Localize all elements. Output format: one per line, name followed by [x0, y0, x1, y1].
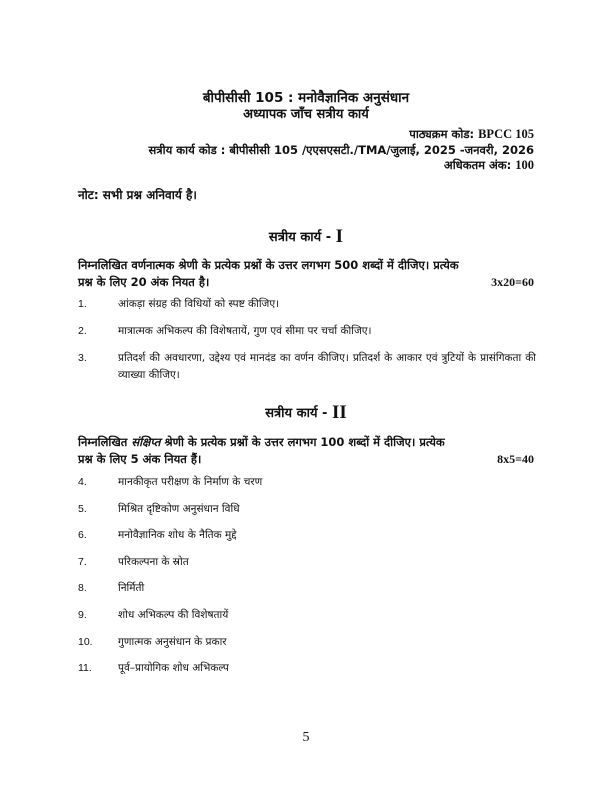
- section-1-roman: I: [335, 226, 344, 247]
- question-text: मिश्रित दृष्टिकोण अनुसंधान विधि: [118, 503, 240, 515]
- question-number: 2.: [78, 325, 87, 337]
- question-text: शोध अभिकल्प की विशेषतायें: [118, 609, 229, 621]
- section-2-instruction-pre: निम्नलिखित: [78, 435, 128, 449]
- question-number: 10.: [78, 636, 93, 648]
- document-subtitle: अध्यापक जाँच सत्रीय कार्य: [243, 107, 369, 122]
- max-marks-label: अधिकतम अंक:: [443, 158, 512, 172]
- section-2-instruction-line-2: प्रश्न के लिए 5 अंक नियत हैं।: [78, 452, 202, 466]
- assignment-code-value: बीपीसीसी 105 /एएसएसटी./TMA/जुलाई, 2025 -जनवरी, 2026: [229, 143, 534, 157]
- section-1-instruction-line-1: निम्नलिखित वर्णनात्मक श्रेणी के प्रत्येक प्रश्नों के उत्तर लगभग 500 शब्दों में दीजिए। प्रत्येक: [78, 258, 459, 272]
- section-1-label: सत्रीय कार्य -: [268, 230, 332, 245]
- course-code-line: [409, 127, 534, 142]
- question-text: मनोवैज्ञानिक शोध के नैतिक मुद्दे: [118, 529, 237, 541]
- section-2-title: [0, 402, 612, 424]
- section-2-instructions: [78, 434, 534, 468]
- question-number: 5.: [78, 503, 87, 515]
- question-text: पूर्व–प्रायोगिक शोध अभिकल्प: [118, 662, 229, 674]
- question-text: मात्रात्मक अभिकल्प की विशेषतायें, गुण एवं सीमा पर चर्चा कीजिए।: [118, 325, 372, 337]
- question-number: 4.: [78, 476, 87, 488]
- question-text: निर्मिती: [118, 582, 145, 594]
- section-2-instruction-post: श्रेणी के प्रत्येक प्रश्नों के उत्तर लगभग 100 शब्दों में दीजिए। प्रत्येक: [164, 435, 445, 449]
- section-2-marks: 8x5=40: [497, 452, 534, 466]
- section-2-roman: II: [331, 402, 347, 423]
- question-number: 6.: [78, 529, 87, 541]
- document-title: बीपीसीसी 105 : मनोवैज्ञानिक अनुसंधान: [202, 90, 410, 106]
- question-number: 1.: [78, 298, 87, 310]
- question-number: 8.: [78, 582, 87, 594]
- max-marks-line: [444, 158, 534, 173]
- assignment-code-line: [149, 143, 534, 158]
- max-marks-value: 100: [515, 158, 534, 172]
- question-text: मानकीकृत परीक्षण के निर्माण के चरण: [118, 476, 263, 488]
- question-number: 3.: [78, 352, 87, 364]
- question-number: 9.: [78, 609, 87, 621]
- section-2-label: सत्रीय कार्य -: [265, 406, 328, 421]
- question-text: गुणात्मक अनुसंधान के प्रकार: [118, 636, 227, 648]
- question-text: परिकल्पना के स्रोत: [118, 556, 189, 568]
- assignment-code-label: सत्रीय कार्य कोड :: [148, 143, 226, 157]
- section-2-instruction-line-1: [78, 434, 534, 451]
- course-code-label: पाठ्यक्रम कोड:: [409, 127, 475, 141]
- question-number: 7.: [78, 556, 87, 568]
- question-text: प्रतिदर्श की अवधारणा, उद्देश्य एवं मानदंड का वर्णन कीजिए। प्रतिदर्श के आकार एवं त्रुटियों के प्रासंगिकता की व्याख्या कीजिए।: [118, 352, 536, 381]
- note: नोट: सभी प्रश्न अनिवार्य है।: [78, 188, 197, 202]
- page-number: 5: [302, 730, 310, 745]
- section-1-marks: 3x20=60: [491, 275, 534, 289]
- section-1-instruction-line-2: प्रश्न के लिए 20 अंक नियत है।: [78, 275, 210, 289]
- section-1-instructions: [78, 257, 534, 291]
- question-text: आंकड़ा संग्रह की विधियों को स्पष्ट कीजिए।: [118, 298, 280, 310]
- section-2-instruction-italic: संक्षिप्त: [131, 435, 161, 449]
- course-code-value: BPCC 105: [478, 127, 534, 141]
- section-1-title: [0, 226, 612, 248]
- question-number: 11.: [78, 662, 92, 674]
